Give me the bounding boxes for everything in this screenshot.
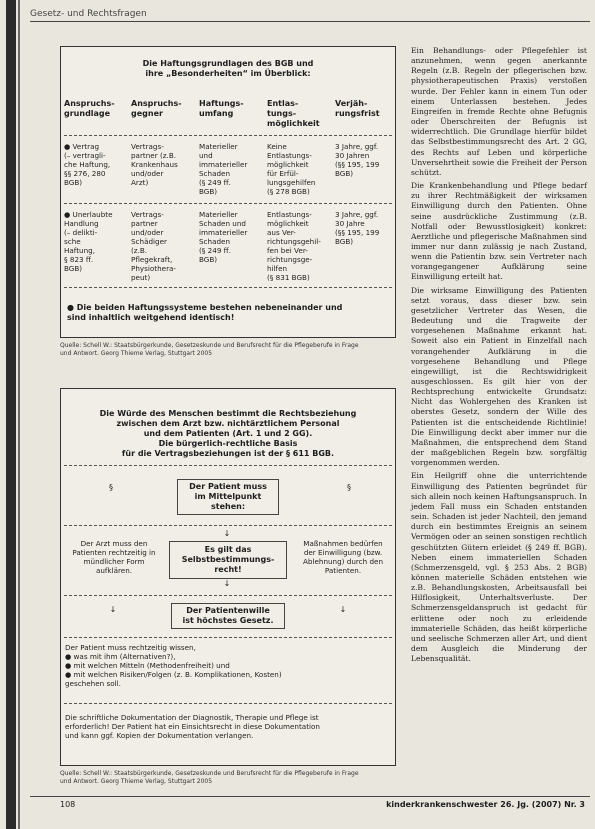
- header-rule: [30, 21, 590, 22]
- running-header: Gesetz- und Rechtsfragen: [30, 9, 147, 19]
- dignity-divider-1: [64, 465, 392, 466]
- article-paragraph-1: Ein Behandlungs- oder Pflegefehler ist anzunehmen, wenn gegen anerkannte Regeln (z.B. Regeln der pflegerischen bzw. physiotherapeutischen Praxis) verstoßen wurde. Der Fehler kann in einem Tun oder einem Unterlassen bestehen. Jedes Eingreifen in fremde Rechte ohne Befugnis oder Überschreiten der Befugnis ist widerrechtlich. Die Grundlage hierfür bildet das Selbstbestimmungsrecht des Art. 2 GG, des Rechts auf Leben und körperliche Unversehrtheit sowie die Freiheit der Person schützt.: [411, 46, 587, 177]
- dignity-box: [60, 388, 396, 766]
- einwilligung-text: Maßnahmen bedürfen der Einwilligung (bzw. Ablehnung) durch den Patienten.: [302, 539, 384, 575]
- liability-table: [60, 46, 396, 338]
- dignity-divider-3: [64, 595, 392, 596]
- arrow-center-bottom: ↓: [223, 579, 231, 588]
- dignity-title: Die Würde des Menschen bestimmt die Rechtsbeziehung zwischen dem Arzt bzw. nichtärztlichem Personal und dem Patienten (Art. 1 und 2 GG). Die bürgerlich-rechtliche Basis für die Vertragsbeziehungen ist der § 611 BGB.: [99, 409, 357, 458]
- col-header-verjaehrungsfrist: Verjäh- rungsfrist: [335, 99, 380, 118]
- dignity-divider-5: [64, 703, 392, 704]
- liability-footnote: ● Die beiden Haftungssysteme bestehen nebeneinander und sind inhaltlich weitgehend identisch!: [67, 303, 343, 322]
- binding-edge-line: [18, 0, 20, 829]
- arrow-right: ↓: [339, 605, 347, 614]
- footnote-divider: [64, 287, 392, 288]
- arrow-left: ↓: [109, 605, 117, 614]
- liability-source: Quelle: Schell W.: Staatsbürgerkunde, Gesetzeskunde und Berufsrecht für die Pflegeberufe in Frage und Antwort. Georg Thieme Verlag, Stuttgart 2005: [60, 342, 359, 357]
- row1-gegner: Vertrags- partner (z.B. Krankenhaus und/oder Arzt): [131, 142, 178, 187]
- row2-umfang: Materieller Schaden und immaterieller Schaden (§ 249 ff. BGB): [199, 210, 248, 264]
- documentation-note: Die schriftliche Dokumentation der Diagnostik, Therapie und Pflege ist erforderlich! Der Patient hat ein Einsichtsrecht in diese Dokumentation und kann ggf. Kopien der Dokumentation verlangen.: [65, 713, 320, 740]
- footer-rule: [30, 796, 590, 797]
- row1-verjaehrung: 3 Jahre, ggf. 30 Jahren (§§ 195, 199 BGB): [335, 142, 380, 178]
- journal-name: kinderkrankenschwester 26. Jg. (2007) Nr. 3: [386, 800, 585, 809]
- binding-edge: [6, 0, 16, 829]
- article-paragraph-4: Ein Heilgriff ohne die unterrichtende Einwilligung des Patienten begründet für sich allein noch keinen Haftungsanspruch. In jedem Fall muss ein Schaden entstanden sein. Schaden ist jeder Nachteil, den jemand durch ein bestimmtes Ereignis an seinem Vermögen oder an seinen sonstigen rechtlich geschützten Gütern erleidet (§ 249 ff. BGB). Neben einem immateriellen Schaden (Schmerzensgeld, vgl. § 253 Abs. 2 BGB) können materielle Schäden entstehen wie z.B. Behandlungskosten, Arbeitsausfall bei Hilflosigkeit, Unterhaltsverluste. Der Schmerzensgeldanspruch ist gedacht für erlittene oder noch zu erleidende immaterielle Schäden, das heißt körperliche und seelische Schmerzen aller Art, und dient dem Ausgleich die Minderung der Lebensqualität.: [411, 471, 587, 664]
- row2-entlastung: Entlastungs- möglichkeit aus Ver- richtungsgehil- fen bei Ver- richtungsge- hilfen (§ 831 BGB): [267, 210, 321, 282]
- row-divider: [64, 203, 392, 204]
- patient-center-box: Der Patient muss im Mittelpunkt stehen:: [177, 479, 279, 515]
- arrow-center-top: ↓: [223, 529, 231, 538]
- paragraph-symbol-left: §: [109, 483, 113, 492]
- liability-table-title: Die Haftungsgrundlagen des BGB und ihre „Besonderheiten“ im Überblick:: [142, 59, 314, 78]
- patientenwille-box: Der Patientenwille ist höchstes Gesetz.: [171, 603, 285, 629]
- row2-gegner: Vertrags- partner und/oder Schädiger (z.B. Pflegekraft, Physiothera- peut): [131, 210, 177, 282]
- col-header-anspruchsgrundlage: Anspruchs- grundlage: [64, 99, 115, 118]
- page-number: 108: [60, 800, 76, 809]
- row1-umfang: Materieller und immaterieller Schaden (§ 249 ff. BGB): [199, 142, 248, 196]
- dignity-divider-4: [64, 637, 392, 638]
- row2-verjaehrung: 3 Jahre, ggf. 30 Jahre (§§ 195, 199 BGB): [335, 210, 380, 246]
- col-header-anspruchsgegner: Anspruchs- gegner: [131, 99, 182, 118]
- dignity-source: Quelle: Schell W.: Staatsbürgerkunde, Gesetzeskunde und Berufsrecht für die Pflegeberufe in Frage und Antwort. Georg Thieme Verlag, Stuttgart 2005: [60, 770, 359, 785]
- dignity-divider-2: [64, 525, 392, 526]
- col-header-entlastungsmoeglichkeit: Entlas- tungs- möglichkeit: [267, 99, 320, 128]
- row1-entlastung: Keine Entlastungs- möglichkeit für Erfül- lungsgehilfen (§ 278 BGB): [267, 142, 316, 196]
- header-divider: [64, 135, 392, 136]
- col-header-haftungsumfang: Haftungs- umfang: [199, 99, 244, 118]
- article-column: [411, 46, 587, 667]
- row2-grundlage: ● Unerlaubte Handlung (– delikti- sche Haftung, § 823 ff. BGB): [64, 210, 113, 273]
- article-paragraph-2: Die Krankenbehandlung und Pflege bedarf zu ihrer Rechtmäßigkeit der wirksamen Einwilligung durch den Patienten. Ohne seine ausdrückliche Zustimmung (z.B. Notfall oder Bewusstlosigkeit) konkret: Aerztliche und pflegerische Maßnahmen sind immer nur dann zulässig je nach Zustand, wenn die Patientin bzw. sein Vertreter nach vorangegangener Aufklärung seine Einwilligung erteilt hat.: [411, 181, 587, 282]
- row1-grundlage: ● Vertrag (– vertragli- che Haftung, §§ 276, 280 BGB): [64, 142, 111, 187]
- paragraph-symbol-right: §: [347, 483, 351, 492]
- aufklaerung-text: Der Arzt muss den Patienten rechtzeitig in mündlicher Form aufklären.: [72, 539, 156, 575]
- must-know-list: Der Patient muss rechtzeitig wissen, ● was mit ihm (Alternativen?), ● mit welchen Mitteln (Methodenfreiheit) und ● mit welchen Risiken/Folgen (z. B. Komplikationen, Kosten) geschehen soll.: [65, 643, 282, 688]
- article-paragraph-3: Die wirksame Einwilligung des Patienten setzt voraus, dass dieser bzw. sein gesetzlicher Vertreter das Wesen, die Bedeutung und die Tragweite der vorgesehenen Maßnahme erkannt hat. Soweit also ein Patient in Einzelfall nach vorangehender Aufklärung in die vorgesehene Behandlung und Pflege eingewilligt, ist die Rechtswidrigkeit ausgeschlossen. Es gilt hier von der Rechtsprechung entwickelte Grundsatz: Nicht das Wohlergehen des Kranken ist oberstes Gesetz, sondern der Wille des Patienten ist die entscheidende Richtlinie! Die Einwilligung deckt aber immer nur die Maßnahmen, die entsprechend dem Stand der maßgeblichen Regeln bzw. sorgfältig vorgenommen werden.: [411, 285, 587, 468]
- selbstbestimmung-box: Es gilt das Selbstbestimmungs- recht!: [169, 541, 287, 579]
